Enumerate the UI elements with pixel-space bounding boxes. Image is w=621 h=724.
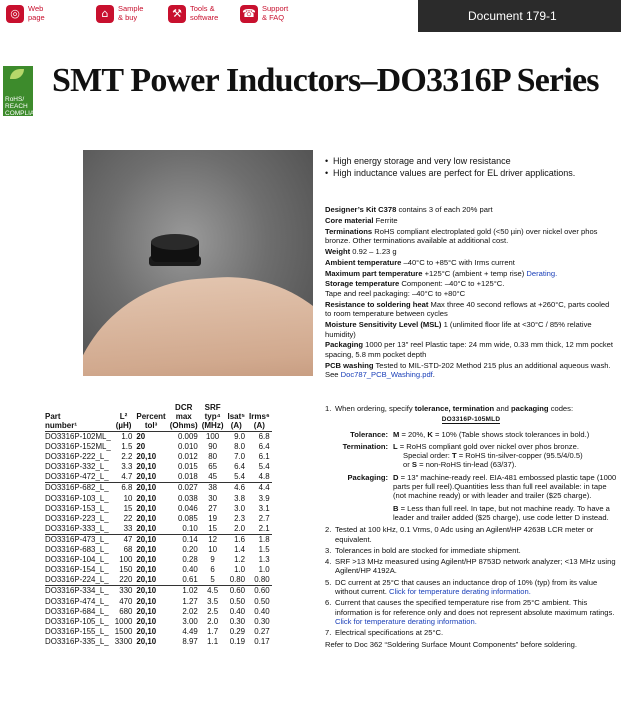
cell-inductance: 47 <box>113 534 135 545</box>
cell-srf: 10 <box>208 545 217 555</box>
table-row <box>45 472 272 483</box>
cell-tolerance: 20,10 <box>136 565 157 575</box>
cell-srf: 12 <box>200 534 226 545</box>
cell-irms: 5.4 <box>258 462 270 472</box>
cell-isat: 3.0 <box>234 503 246 513</box>
table-row <box>45 627 272 637</box>
cell-isat: 7.0 <box>234 452 246 462</box>
cell-tolerance: 20 <box>136 442 146 452</box>
cell-isat: 0.60 <box>226 586 248 597</box>
cell-part-number: DO3316P-224_L_ <box>45 575 109 585</box>
cell-part-number: DO3316P-332_L_ <box>45 462 109 472</box>
globe-icon: ◎ <box>6 5 24 23</box>
cell-srf: 4.5 <box>200 586 226 597</box>
cell-part-number: DO3316P-153_L_ <box>45 503 109 513</box>
cell-tolerance: 20,10 <box>136 636 157 646</box>
nav-support-faq-label: Support & FAQ <box>262 4 289 22</box>
cell-dcr: 4.49 <box>182 626 198 636</box>
col-part-number: Part number¹ <box>45 412 77 430</box>
cell-part-number: DO3316P-154_L_ <box>45 565 109 575</box>
ordering-notes <box>325 404 617 649</box>
table-row <box>45 524 272 535</box>
document-number: Document 179-1 <box>418 0 621 32</box>
nav-tools-software[interactable] <box>168 5 218 31</box>
table-header-row <box>45 403 272 432</box>
table-row <box>45 617 272 627</box>
cell-isat: 1.6 <box>226 534 248 545</box>
cell-inductance: 1.5 <box>121 442 133 452</box>
cell-irms: 0.40 <box>254 606 270 616</box>
cell-part-number: DO3316P-335_L_ <box>45 636 109 646</box>
cell-isat: 0.30 <box>229 616 246 626</box>
cell-irms: 4.4 <box>247 483 272 494</box>
cell-irms: 1.0 <box>258 565 270 575</box>
ordering-example: DO3316P-105MLD <box>441 416 501 424</box>
cell-dcr: 0.20 <box>182 545 198 555</box>
cell-inductance: 1000 <box>114 616 133 626</box>
cell-tolerance: 20,10 <box>134 483 167 494</box>
cell-srf: 6 <box>210 565 215 575</box>
note-7: 7. Electrical specifications at 25°C. <box>325 628 444 638</box>
cell-tolerance: 20,10 <box>134 534 167 545</box>
cell-dcr: 0.009 <box>177 432 198 441</box>
cell-irms: 0.17 <box>254 636 270 646</box>
cell-srf: 65 <box>208 462 217 472</box>
cell-irms: 0.30 <box>254 616 270 626</box>
cell-tolerance: 20 <box>136 432 146 441</box>
table-row <box>45 462 272 472</box>
fingertip <box>83 268 313 376</box>
cell-isat: 4.6 <box>226 483 248 494</box>
cell-isat: 0.50 <box>229 596 246 606</box>
table-row <box>45 575 272 586</box>
cell-dcr: 2.02 <box>182 606 198 616</box>
cell-inductance: 1.0 <box>121 432 133 441</box>
def-packaging: Packaging: D = 13″ machine-ready reel. EIA-481 embossed plastic tape (1000 parts per full reel).Quantities less than full reel available: in tape (not machine ready) or with leader and trailer ($25 charge). <box>347 472 617 501</box>
col-isat: Isat⁵ (A) <box>227 412 246 430</box>
feature-list <box>325 156 615 179</box>
cell-tolerance: 20,10 <box>136 493 157 503</box>
col-dcr: DCR max (Ohms) <box>169 403 198 430</box>
table-row <box>45 597 272 607</box>
cell-inductance: 2.2 <box>121 452 133 462</box>
cell-tolerance: 20,10 <box>136 555 157 565</box>
cell-dcr: 0.046 <box>177 503 198 513</box>
cell-inductance: 3.3 <box>121 462 133 472</box>
spec-ambient: Ambient temperature –40°C to +85°C with Irms current <box>325 257 515 267</box>
cell-srf: 19 <box>208 513 217 523</box>
cell-dcr: 1.02 <box>168 586 200 597</box>
cell-tolerance: 20,10 <box>136 616 157 626</box>
cell-inductance: 4.7 <box>121 472 133 482</box>
cell-dcr: 0.10 <box>182 523 198 533</box>
cell-tolerance: 20,10 <box>136 596 157 606</box>
cell-tolerance: 20,10 <box>136 523 157 533</box>
cell-tolerance: 20,10 <box>136 513 157 523</box>
cell-part-number: DO3316P-684_L_ <box>45 606 109 616</box>
cell-isat: 8.0 <box>234 442 246 452</box>
cell-dcr: 0.085 <box>177 513 198 523</box>
cell-isat: 0.29 <box>229 626 246 636</box>
cell-isat: 3.8 <box>234 493 246 503</box>
cell-dcr: 0.40 <box>182 565 198 575</box>
spec-packaging: Packaging 1000 per 13″ reel Plastic tape: 24 mm wide, 0.33 mm thick, 12 mm pocket spacing, 5.8 mm pocket depth <box>325 340 614 359</box>
pcb-washing-link[interactable]: Doc787_PCB_Washing.pdf <box>340 370 433 380</box>
cell-inductance: 22 <box>123 513 133 523</box>
spec-storage-tape: Tape and reel packaging: –40°C to +80°C <box>325 288 466 298</box>
product-photo <box>83 150 313 376</box>
cell-part-number: DO3316P-222_L_ <box>45 452 109 462</box>
table-row <box>45 545 272 555</box>
cell-irms: 3.1 <box>258 503 270 513</box>
cell-part-number: DO3316P-682_L_ <box>45 483 113 494</box>
cell-irms: 0.80 <box>254 575 270 585</box>
spec-weight: Weight 0.92 – 1.23 g <box>325 246 397 256</box>
cell-inductance: 33 <box>123 523 133 533</box>
cell-part-number: DO3316P-104_L_ <box>45 555 109 565</box>
cell-inductance: 220 <box>119 575 133 585</box>
col-irms: Irms⁶ (A) <box>249 412 270 430</box>
col-tolerance: Percent tol³ <box>136 412 166 430</box>
cell-srf: 2.0 <box>207 616 219 626</box>
leaf-icon <box>10 69 24 79</box>
cell-srf: 27 <box>208 503 217 513</box>
nav-sample-buy[interactable] <box>96 5 143 31</box>
cell-inductance: 150 <box>119 565 133 575</box>
cell-isat: 1.0 <box>234 565 246 575</box>
cell-part-number: DO3316P-152ML_ <box>45 442 111 452</box>
cell-dcr: 0.14 <box>168 534 200 545</box>
table-row <box>45 452 272 462</box>
cell-srf: 2.5 <box>207 606 219 616</box>
cell-srf: 9 <box>210 555 215 565</box>
note-2: 2. Tested at 100 kHz, 0.1 Vrms, 0 Adc using an Agilent/HP 4263B LCR meter or equivalent. <box>325 525 594 544</box>
inductor-component <box>149 234 201 268</box>
tools-icon: ⚒ <box>168 5 186 23</box>
table-row <box>45 565 272 575</box>
cell-srf: 38 <box>200 483 226 494</box>
cell-srf: 90 <box>208 442 217 452</box>
cell-isat: 5.4 <box>234 472 246 482</box>
feature-item: • High inductance values are perfect for EL driver applications. <box>325 168 615 180</box>
cell-isat: 2.3 <box>234 513 246 523</box>
cell-dcr: 1.27 <box>182 596 198 606</box>
cell-part-number: DO3316P-223_L_ <box>45 513 109 523</box>
nav-support-faq[interactable] <box>240 5 288 31</box>
cell-dcr: 0.018 <box>177 472 198 482</box>
table-row <box>45 483 272 494</box>
cell-dcr: 8.97 <box>182 636 198 646</box>
cell-tolerance: 20,10 <box>136 503 157 513</box>
cell-part-number: DO3316P-472_L_ <box>45 472 109 482</box>
cell-irms: 1.5 <box>258 545 270 555</box>
cell-dcr: 3.00 <box>182 616 198 626</box>
specifications <box>325 205 615 381</box>
note-5: 5. DC current at 25°C that causes an inductance drop of 10% (typ) from its value without current. Click for temperature derating information. <box>325 577 598 597</box>
cell-irms: 6.1 <box>258 452 270 462</box>
cell-srf: 15 <box>208 523 217 533</box>
cell-inductance: 3300 <box>114 636 133 646</box>
cell-part-number: DO3316P-474_L_ <box>45 596 109 606</box>
cell-tolerance: 20,10 <box>136 545 157 555</box>
spec-soldering: Resistance to soldering heat Max three 40 second reflows at +260°C, parts cooled to room temperature between cycles <box>325 299 610 319</box>
table-row <box>45 494 272 504</box>
cell-srf: 80 <box>208 452 217 462</box>
cell-irms: 2.1 <box>258 523 270 533</box>
table-row <box>45 607 272 617</box>
parts-table <box>45 403 272 647</box>
spec-kit: Designer’s Kit C378 contains 3 of each 20% part <box>325 205 493 214</box>
cell-part-number: DO3316P-155_L_ <box>45 626 109 636</box>
note-4: 4. SRF >13 MHz measured using Agilent/HP 8753D network analyzer; <13 MHz using Agilent/HP 4192A. <box>325 557 616 576</box>
cell-tolerance: 20,10 <box>134 586 167 597</box>
cell-irms: 2.7 <box>258 513 270 523</box>
cell-part-number: DO3316P-105_L_ <box>45 616 109 626</box>
cell-tolerance: 20,10 <box>136 606 157 616</box>
nav-web-page[interactable] <box>6 5 45 31</box>
table-row <box>45 504 272 514</box>
cell-irms: 1.8 <box>247 534 272 545</box>
derating-link[interactable]: Derating. <box>526 268 558 278</box>
cell-part-number: DO3316P-334_L_ <box>45 586 113 597</box>
table-row <box>45 514 272 524</box>
cell-inductance: 6.8 <box>113 483 135 494</box>
page-title: SMT Power Inductors–DO3316P Series <box>52 62 599 99</box>
def-packaging-b: B = Less than full reel. In tape, but not machine ready. To have a leader and trailer added ($25 charge), use code letter D instead. <box>393 503 610 522</box>
spec-terminations: Terminations RoHS compliant electroplated gold (<50 µin) over nickel over phos bronze. Other terminations available at additional cost. <box>325 226 598 246</box>
cell-part-number: DO3316P-333_L_ <box>45 523 109 533</box>
cell-irms: 1.3 <box>258 555 270 565</box>
cell-isat: 0.40 <box>229 606 246 616</box>
cell-irms: 0.60 <box>247 586 272 597</box>
cell-inductance: 330 <box>113 586 135 597</box>
cell-isat: 9.0 <box>234 432 246 441</box>
cell-irms: 0.50 <box>254 596 270 606</box>
cell-srf: 3.5 <box>207 596 219 606</box>
spec-max-temp: Maximum part temperature +125°C (ambient + temp rise) Derating. <box>325 268 558 278</box>
table-row <box>45 442 272 452</box>
cell-dcr: 0.015 <box>177 462 198 472</box>
cell-isat: 6.4 <box>234 462 246 472</box>
rohs-reach-badge <box>3 66 43 117</box>
cell-isat: 0.80 <box>229 575 246 585</box>
cell-inductance: 15 <box>123 503 133 513</box>
note-6: 6. Current that causes the specified temperature rise from 25°C ambient. This information is for reference only and does not represent absolute maximum ratings. Click for temperature derating information. <box>325 598 615 626</box>
cell-irms: 0.27 <box>254 626 270 636</box>
rohs-badge-text: RoHS/ REACH COMPLIANT <box>5 96 43 117</box>
cell-irms: 4.8 <box>258 472 270 482</box>
nav-sample-buy-label: Sample & buy <box>118 4 144 22</box>
cell-isat: 2.0 <box>234 523 246 533</box>
def-tolerance: Tolerance: M = 20%, K = 10% (Table shows stock tolerances in bold.) <box>350 429 590 439</box>
cell-srf: 45 <box>208 472 217 482</box>
col-srf: SRF typ⁴ (MHz) <box>201 403 224 430</box>
table-row <box>45 534 272 545</box>
cell-part-number: DO3316P-473_L_ <box>45 534 113 545</box>
cell-isat: 1.4 <box>234 545 246 555</box>
cell-srf: 5 <box>210 575 215 585</box>
cell-srf: 1.1 <box>207 636 219 646</box>
cart-icon: ⌂ <box>96 5 114 23</box>
cell-irms: 6.4 <box>258 442 270 452</box>
def-termination: Termination: L = RoHS compliant gold over nickel over phos bronze. Special order: T = RoHS tin-silver-copper (95.5/4/0.5) or S = non-RoHS tin-lead (63/37). <box>342 441 583 470</box>
table-row <box>45 432 272 443</box>
cell-dcr: 0.038 <box>177 493 198 503</box>
note-3: 3. Tolerances in bold are stocked for immediate shipment. <box>325 545 521 555</box>
soldering-reference: Refer to Doc 362 “Soldering Surface Mount Components” before soldering. <box>325 639 577 649</box>
cell-tolerance: 20,10 <box>136 452 157 462</box>
cell-part-number: DO3316P-683_L_ <box>45 545 109 555</box>
cell-tolerance: 20,10 <box>136 462 157 472</box>
cell-tolerance: 20,10 <box>136 575 157 585</box>
cell-inductance: 10 <box>123 493 133 503</box>
spec-storage: Storage temperature Component: –40°C to +125°C. <box>325 279 505 289</box>
cell-inductance: 100 <box>119 555 133 565</box>
cell-srf: 1.7 <box>207 626 219 636</box>
cell-dcr: 0.010 <box>177 442 198 452</box>
cell-srf: 100 <box>206 432 220 441</box>
cell-isat: 0.19 <box>229 636 246 646</box>
nav-tools-software-label: Tools & software <box>190 4 219 22</box>
cell-part-number: DO3316P-102ML_ <box>45 432 111 441</box>
cell-isat: 1.2 <box>234 555 246 565</box>
spec-core: Core material Ferrite <box>325 215 398 225</box>
isat-derating-link[interactable]: Click for temperature derating information. <box>389 587 531 597</box>
cell-tolerance: 20,10 <box>136 626 157 636</box>
support-icon: ☎ <box>240 5 258 23</box>
nav-web-page-label: Web page <box>28 4 45 22</box>
cell-dcr: 0.61 <box>182 575 198 585</box>
cell-inductance: 1500 <box>114 626 133 636</box>
spec-msl: Moisture Sensitivity Level (MSL) 1 (unlimited floor life at <30°C / 85% relative humidity) <box>325 320 592 339</box>
top-navigation <box>0 0 621 36</box>
table-row <box>45 586 272 597</box>
cell-srf: 30 <box>208 493 217 503</box>
cell-irms: 6.8 <box>258 432 270 441</box>
cell-dcr: 0.027 <box>168 483 200 494</box>
cell-inductance: 680 <box>119 606 133 616</box>
spec-pcb-washing: PCB washing Tested to MIL-STD-202 Method 215 plus an additional aqueous wash. See Doc787_PCB_Washing.pdf. <box>325 360 611 380</box>
cell-inductance: 68 <box>123 545 133 555</box>
cell-dcr: 0.012 <box>177 452 198 462</box>
irms-derating-link[interactable]: Click for temperature derating information. <box>335 616 477 626</box>
note-1: 1. When ordering, specify tolerance, termination and packaging codes: <box>325 404 574 413</box>
cell-tolerance: 20,10 <box>136 472 157 482</box>
cell-part-number: DO3316P-103_L_ <box>45 493 109 503</box>
cell-dcr: 0.28 <box>182 555 198 565</box>
feature-item: • High energy storage and very low resistance <box>325 156 615 168</box>
col-inductance: L² (µH) <box>115 412 132 430</box>
table-row <box>45 637 272 647</box>
table-row <box>45 555 272 565</box>
cell-irms: 3.9 <box>258 493 270 503</box>
cell-inductance: 470 <box>119 596 133 606</box>
